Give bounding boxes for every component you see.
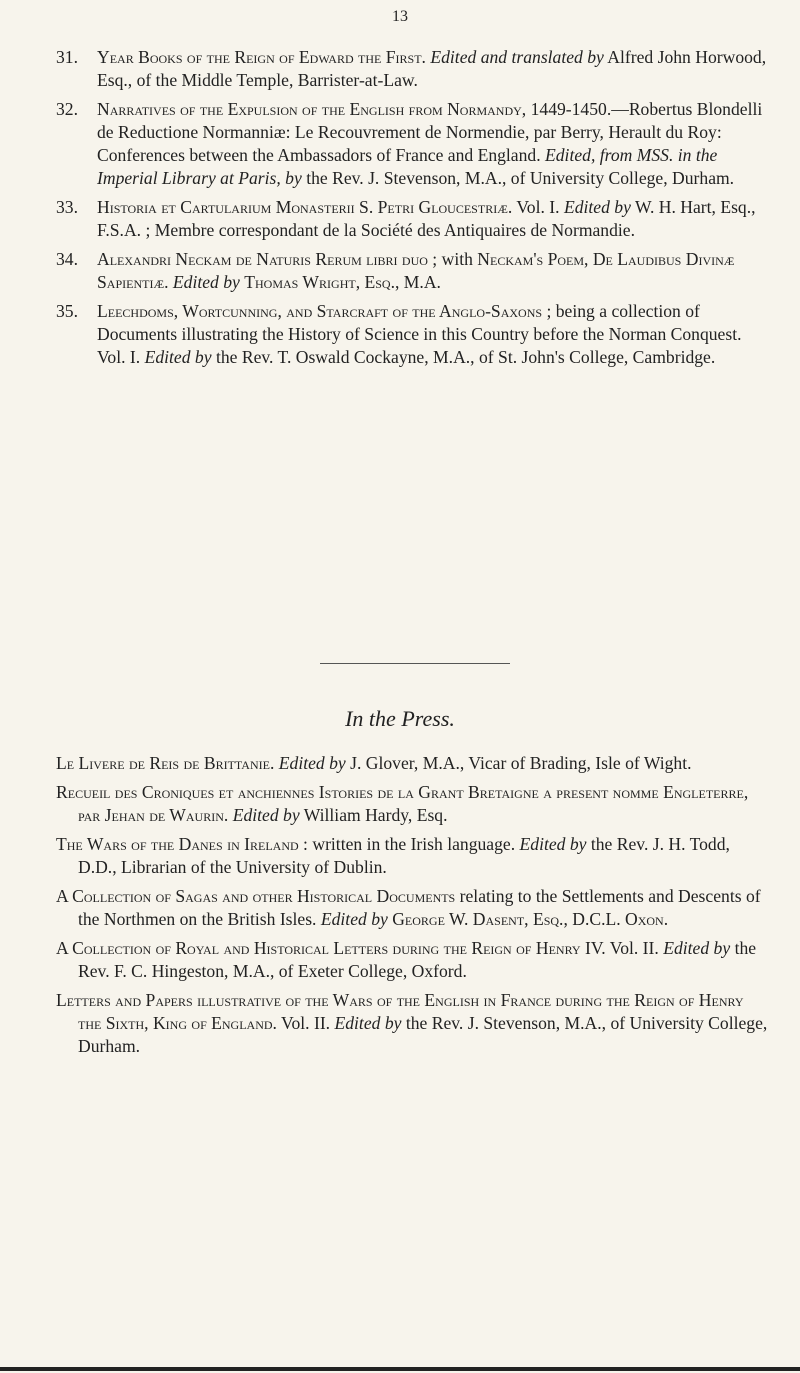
entry-title: Leechdoms, Wortcunning, and Starcraft of the Anglo-Saxons ; [97, 301, 552, 321]
entry-details: George W. Dasent, Esq., D.C.L. Oxon. [392, 909, 669, 929]
entry-details: Thomas Wright, Esq., M.A. [244, 272, 441, 292]
press-list [56, 752, 768, 1064]
entry-details: 1449-1450.—Robertus Blondelli de Reductione Normanniæ: Le Recouvrement de Normendie, par Berry, Herault du Roy: Conferences between the Ambassadors of France and England. [97, 99, 763, 165]
editor-label: Edited by [320, 909, 388, 929]
entry-details: being a collection of Documents illustrating the History of Science in this Country before the Norman Conquest. Vol. I. [97, 301, 742, 367]
entry-title: Recueil des Croniques et anchiennes Istories de la Grant Bretaigne a present nomme Engleterre, par Jehan de Waurin. [56, 782, 749, 825]
bottom-rule [0, 1367, 800, 1371]
entry-details: the Rev. J. Stevenson, M.A., of University College, Durham. [78, 1013, 768, 1056]
entry-title: The Wars of the Danes in Ireland : [56, 834, 308, 854]
list-item [56, 98, 768, 190]
entry-title: Le Livere de Reis de Brittanie. [56, 753, 275, 773]
list-item [56, 196, 768, 242]
entry-number: 32. [56, 99, 78, 119]
entry-title: Narratives of the Expulsion of the English from Normandy, [97, 99, 527, 119]
list-item [56, 885, 768, 931]
entry-title: Alexandri Neckam de Naturis Rerum libri duo ; [97, 249, 438, 269]
entry-title: Neckam's Poem, De Laudibus Divinæ Sapientiæ. [97, 249, 735, 292]
list-item [56, 833, 768, 879]
editor-label: Edited, from MSS. in the Imperial Library at Paris, by [97, 145, 718, 188]
list-item [56, 300, 768, 369]
list-item [56, 248, 768, 294]
list-item [56, 46, 768, 92]
entry-title: Historia et Cartularium Monasterii S. Petri Gloucestriæ. [97, 197, 513, 217]
press-heading: In the Press. [345, 706, 455, 731]
entry-details: J. Glover, M.A., Vicar of Brading, Isle of Wight. [350, 753, 692, 773]
entry-details: Vol. I. [516, 197, 560, 217]
entry-details: the Rev. T. Oswald Cockayne, M.A., of St. John's College, Cambridge. [215, 347, 716, 367]
entry-details: William Hardy, Esq. [303, 805, 448, 825]
entry-details: the Rev. F. C. Hingeston, M.A., of Exeter College, Oxford. [78, 938, 757, 981]
series-list [56, 46, 768, 375]
entry-number: 31. [56, 47, 78, 67]
entry-details: written in the Irish language. [312, 834, 516, 854]
list-item [56, 989, 768, 1058]
editor-label: Edited by [563, 197, 631, 217]
entry-details: Vol. II. [281, 1013, 331, 1033]
page-number: 13 [392, 8, 408, 25]
entry-number: 33. [56, 197, 78, 217]
entry-details: relating to the Settlements and Descents of the Northmen on the British Isles. [78, 886, 761, 929]
entry-title: A Collection of Royal and Historical Letters during the Reign of Henry IV. [56, 938, 606, 958]
section-divider [320, 663, 510, 664]
entry-details: W. H. Hart, Esq., F.S.A. ; Membre correspondant de la Société des Antiquaires de Normandie. [97, 197, 756, 240]
entry-details: with [441, 249, 473, 269]
list-item [56, 781, 768, 827]
entry-title: A Collection of Sagas and other Historical Documents [56, 886, 456, 906]
entry-details: Alfred John Horwood, Esq., of the Middle Temple, Barrister-at-Law. [97, 47, 767, 90]
list-item [56, 752, 768, 775]
editor-label: Edited and translated by [430, 47, 604, 67]
editor-label: Edited by [663, 938, 731, 958]
entry-details: Vol. II. [609, 938, 659, 958]
entry-number: 34. [56, 249, 78, 269]
editor-label: Edited by [144, 347, 212, 367]
entry-details: the Rev. J. Stevenson, M.A., of University College, Durham. [306, 168, 735, 188]
entry-title: Letters and Papers illustrative of the Wars of the English in France during the Reign of Henry the Sixth, King of England. [56, 990, 744, 1033]
list-item [56, 937, 768, 983]
editor-label: Edited by [172, 272, 240, 292]
entry-title: Year Books of the Reign of Edward the First. [97, 47, 426, 67]
entry-details: the Rev. J. H. Todd, D.D., Librarian of the University of Dublin. [78, 834, 730, 877]
editor-label: Edited by [232, 805, 300, 825]
editor-label: Edited by [519, 834, 587, 854]
entry-number: 35. [56, 301, 78, 321]
editor-label: Edited by [334, 1013, 402, 1033]
editor-label: Edited by [278, 753, 346, 773]
